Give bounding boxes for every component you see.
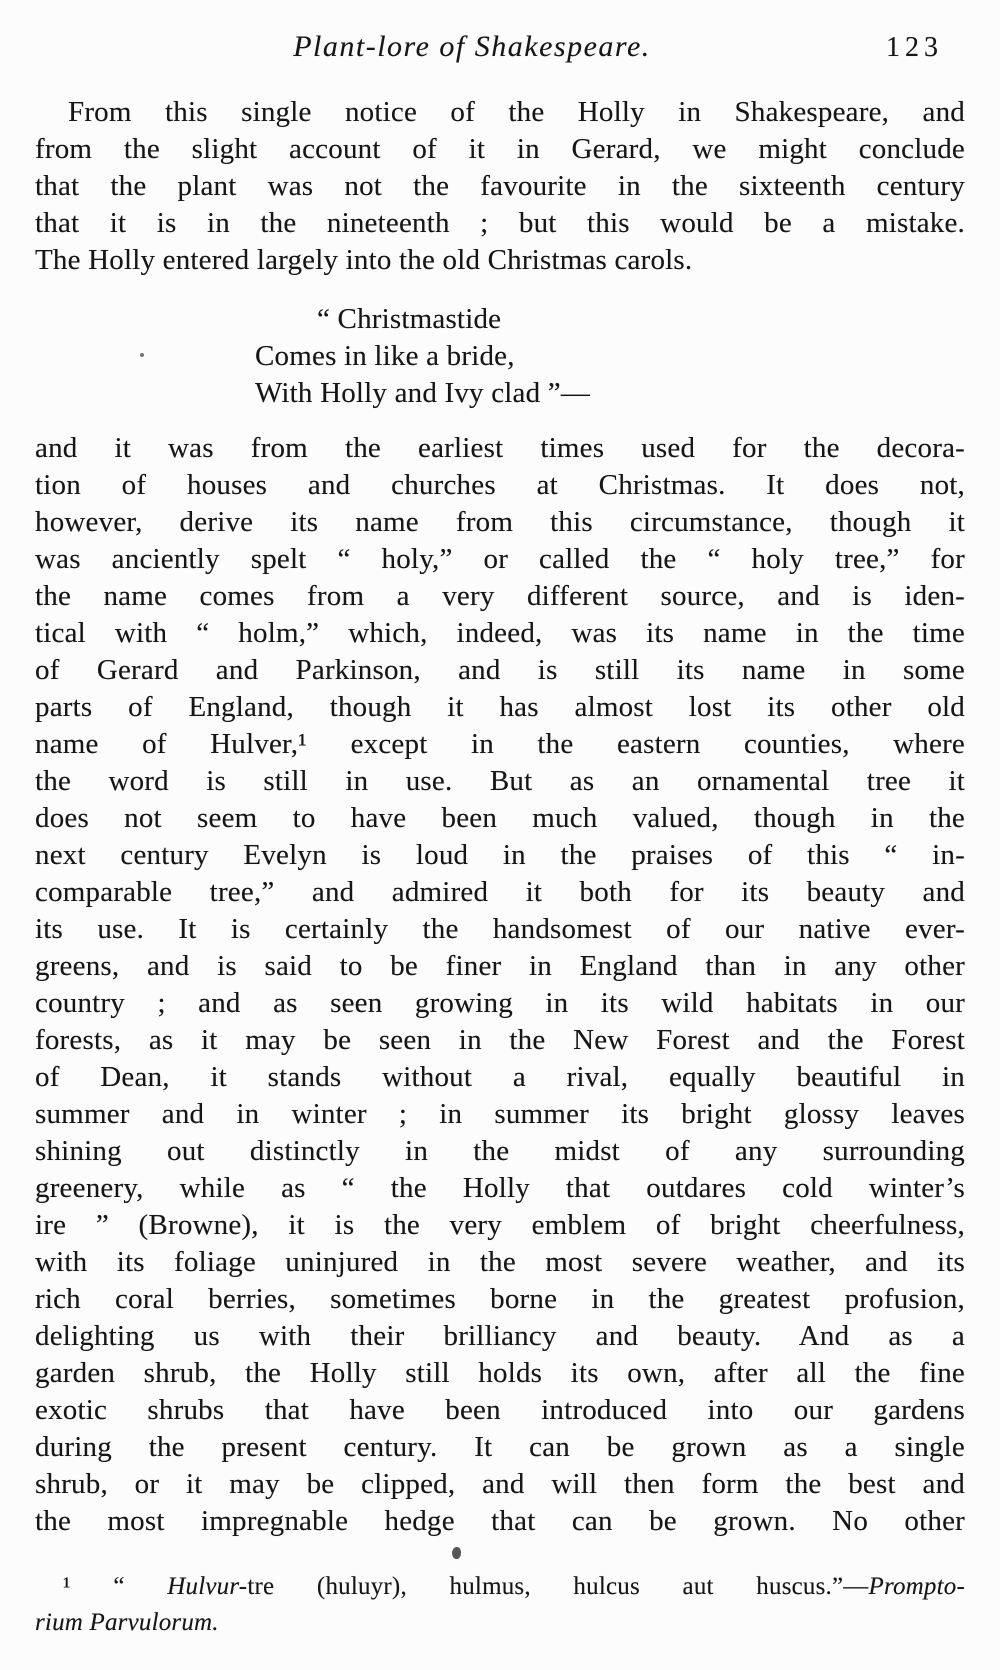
text-line: country ; and as seen growing in its wild habitats in our <box>35 987 965 1019</box>
text-line: that it is in the nineteenth ; but this would be a mistake. <box>35 207 965 239</box>
text-line: with its foliage uninjured in the most severe weather, and its <box>35 1246 965 1278</box>
footnote-line <box>35 1605 965 1641</box>
text-line: and it was from the earliest times used for the decora- <box>35 432 965 464</box>
footnote-open-quote: “ <box>113 1573 168 1600</box>
text-line: comparable tree,” and admired it both for its beauty and <box>35 876 965 908</box>
text-line: greenery, while as “ the Holly that outdares cold winter’s <box>35 1172 965 1204</box>
footnote-line <box>35 1569 965 1605</box>
ink-speck <box>140 353 144 357</box>
text-line: during the present century. It can be grown as a single <box>35 1431 965 1463</box>
text-line: the most impregnable hedge that can be grown. No other <box>35 1505 965 1537</box>
text-line: of Gerard and Parkinson, and is still its name in some <box>35 654 965 686</box>
text-line: of Dean, it stands without a rival, equally beautiful in <box>35 1061 965 1093</box>
text-line: that the plant was not the favourite in the sixteenth century <box>35 170 965 202</box>
footnote <box>35 1569 965 1641</box>
text-line: From this single notice of the Holly in Shakespeare, and <box>68 96 965 128</box>
text-line: delighting us with their brilliancy and beauty. And as a <box>35 1320 965 1352</box>
footnote-source-continued: rium Parvulorum. <box>35 1609 219 1636</box>
text-line: next century Evelyn is loud in the praises of this “ in- <box>35 839 965 871</box>
text-line: tion of houses and churches at Christmas. It does not, <box>35 469 965 501</box>
text-line: its use. It is certainly the handsomest of our native ever- <box>35 913 965 945</box>
text-line: does not seem to have been much valued, though in the <box>35 802 965 834</box>
text-line: exotic shrubs that have been introduced into our gardens <box>35 1394 965 1426</box>
verse-quote <box>255 301 590 412</box>
text-line: “ Christmastide <box>317 303 502 335</box>
text-line: shrub, or it may be clipped, and will then form the best and <box>35 1468 965 1500</box>
text-line: the word is still in use. But as an ornamental tree it <box>35 765 965 797</box>
text-line: The Holly entered largely into the old Christmas carols. <box>35 244 693 276</box>
text-line: ire ” (Browne), it is the very emblem of bright cheerfulness, <box>35 1209 965 1241</box>
text-line: rich coral berries, sometimes borne in the greatest profusion, <box>35 1283 965 1315</box>
text-line: name of Hulver,¹ except in the eastern counties, where <box>35 728 965 760</box>
text-line: the name comes from a very different source, and is iden- <box>35 580 965 612</box>
page-title: Plant-lore of Shakespeare. <box>293 30 651 63</box>
footnote-marker: ¹ <box>63 1573 114 1600</box>
text-line: Comes in like a bride, <box>255 340 515 372</box>
text-line: parts of England, though it has almost lost its other old <box>35 691 965 723</box>
page-number: 123 <box>886 32 943 63</box>
paragraph-opening <box>35 94 965 279</box>
text-line: garden shrub, the Holly still holds its own, after all the fine <box>35 1357 965 1389</box>
text-line: With Holly and Ivy clad ”— <box>255 377 591 409</box>
footnote-term: Hulvur- <box>167 1573 248 1600</box>
footnote-text: tre (huluyr), hulmus, hulcus aut huscus.”— <box>247 1573 869 1600</box>
running-header <box>35 30 965 76</box>
text-line: from the slight account of it in Gerard, we might conclude <box>35 133 965 165</box>
text-line: shining out distinctly in the midst of any surrounding <box>35 1135 965 1167</box>
text-line: however, derive its name from this circumstance, though it <box>35 506 965 538</box>
paragraph-main <box>35 430 965 1540</box>
text-line: greens, and is said to be finer in England than in any other <box>35 950 965 982</box>
text-line: tical with “ holm,” which, indeed, was its name in the time <box>35 617 965 649</box>
text-line: was anciently spelt “ holy,” or called the “ holy tree,” for <box>35 543 965 575</box>
text-line: forests, as it may be seen in the New Forest and the Forest <box>35 1024 965 1056</box>
footnote-source: Prompto- <box>868 1573 965 1600</box>
text-line: summer and in winter ; in summer its bright glossy leaves <box>35 1098 965 1130</box>
ink-speck <box>452 1547 461 1559</box>
